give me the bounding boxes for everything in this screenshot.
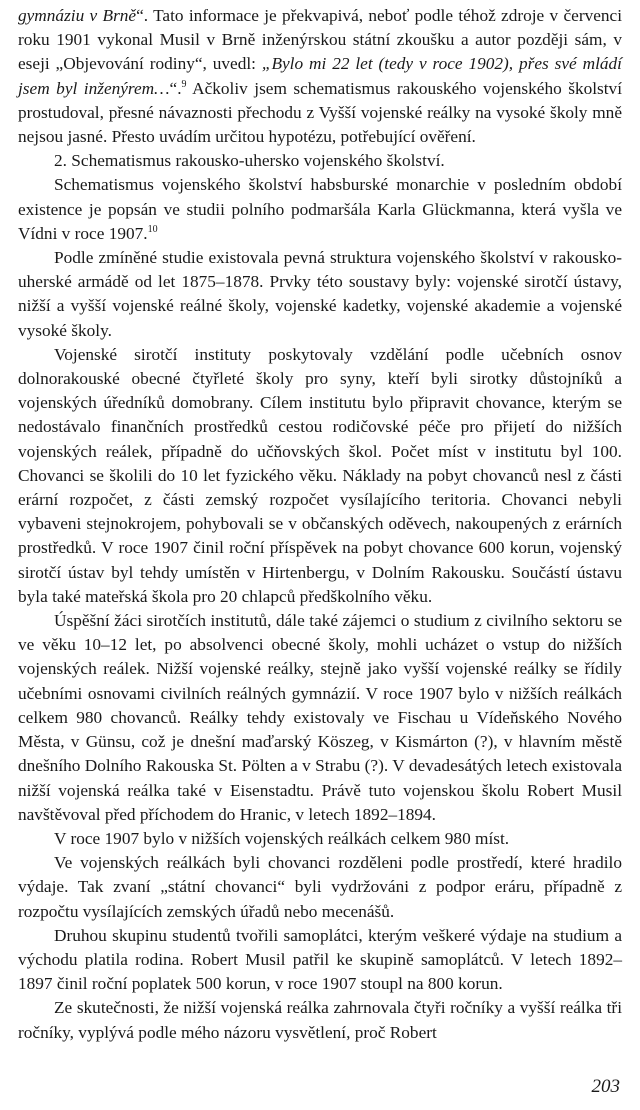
text-run: V roce 1907 bylo v nižších vojenských reálkách celkem 980 míst. <box>54 828 510 848</box>
text-run: Ačkoliv jsem schematismus rakouského vojenského školství prostudoval, přesné návaznosti přechodu z Vyšší vojenské reálky na vysoké školy mně nejsou jasné. Přesto uvádím určitou hypotézu, potřebující ověření. <box>18 78 622 147</box>
text-run: Podle zmíněné studie existovala pevná struktura vojenského školství v rakousko-uherské armádě od let 1875–1878. Prvky této soustavy byly: vojenské sirotčí ústavy, nižší a vyšší vojenské reálné školy, vojenské kadetky, vojenské akademie a vojenské vysoké školy. <box>18 248 622 340</box>
paragraph <box>18 246 622 343</box>
text-run: Ze skutečnosti, že nižší vojenská reálka zahrnovala čtyři ročníky a vyšší reálka tři ročníky, vyplývá podle mého názoru vysvětlení, proč Robert <box>18 998 622 1042</box>
paragraph <box>18 827 622 851</box>
paragraph <box>18 924 622 997</box>
italic-text: „Bylo mi 22 let (tedy v roce 1902), přes své mládí jsem byl inženýrem… <box>18 54 622 98</box>
text-run: 2. Schematismus rakousko-uhersko vojenského školství. <box>54 151 445 171</box>
paragraph <box>18 996 622 1044</box>
footnote-ref: 9 <box>181 78 187 90</box>
text-run: Vojenské sirotčí instituty poskytovaly vzdělání podle učebních osnov dolnorakouské obecné čtyřleté školy pro syny, kteří byli sirotky důstojníků a vojenských úředníků domobrany. Cílem institutu bylo připravit chovance, kterým se nedostávalo finančních prostředků cestou rodičovské péče pro přijetí do nižších vojenských reálek, případně do učňovských škol. Počet míst v institutu byl 100. Chovanci se školili do 10 let fyzického věku. Náklady na pobyt chovanců nesl z části erární rozpočet, z části zemský rozpočet vysílajícího teritoria. Chovanci nebyli vybaveni stejnokrojem, pohybovali se v občanských oděvech, nakoupených z erárních prostředků. V roce 1907 činil roční příspěvek na pobyt chovance 600 korun, vojenský sirotčí ústav byl tehdy umístěn v Hirtenbergu, v Dolním Rakousku. Součástí ústavu byla také mateřská škola pro 20 chlapců předškolního věku. <box>18 344 622 606</box>
text-run: “. Tato informace je překvapivá, neboť podle téhož zdroje v červenci roku 1901 vykonal Musil v Brně inženýrskou státní zkoušku a autor později sám, v eseji „Objevování rodiny“, uvedl: <box>18 6 622 74</box>
text-run: Schematismus vojenského školství habsburské monarchie v posledním období existence je popsán ve studii polního podmaršála Karla Glückmanna, která vyšla ve Vídni v roce 1907. <box>18 175 622 243</box>
text-run: Druhou skupinu studentů tvořili samoplátci, kterým veškeré výdaje na studium a východu platila rodina. Robert Musil patřil ke skupině samoplátců. V letech 1892–1897 činil roční poplatek 500 korun, v roce 1907 stoupl na 800 korun. <box>18 925 622 994</box>
paragraph <box>18 851 622 924</box>
text-run: Ve vojenských reálkách byli chovanci rozděleni podle prostředí, které hradilo výdaje. Tak zvaní „státní chovanci“ byli vydržováni z podpor eráru, případně z rozpočtu vysílajících zemských úřadů nebo mecenášů. <box>18 853 622 921</box>
section-heading <box>18 149 622 173</box>
body-text <box>18 4 622 1045</box>
text-run: Úspěšní žáci sirotčích institutů, dále také zájemci o studium z civilního sektoru se ve věku 10–12 let, po absolvenci obecné školy, mohli ucházet o vstup do nižších vojenských reálek. Nižší vojenské reálky, stejně jako vyšší vojenské reálky se řídily učebními osnovami civilních reálných gymnázií. V roce 1907 bylo v nižších reálkách celkem 980 chovanců. Reálky tehdy existovaly ve Fischau u Vídeňského Nového Města, v Günsu, což je dnešní maďarský Köszeg, v Kismárton (?), v hlavním městě dnešního Dolního Rakouska St. Pölten a v Strabu (?). V devadesátých letech existovala nižší vojenská reálka také v Eisenstadtu. Právě tuto vojenskou školu Robert Musil navštěvoval před příchodem do Hranic, v letech 1892–1894. <box>18 611 622 824</box>
italic-text: gymnáziu v Brně <box>18 6 137 25</box>
paragraph <box>18 343 622 609</box>
paragraph <box>18 4 622 149</box>
text-run: “. <box>169 78 182 98</box>
page-number: 203 <box>591 1076 620 1097</box>
footnote-ref: 10 <box>147 224 158 236</box>
paragraph <box>18 609 622 827</box>
paragraph <box>18 173 622 246</box>
